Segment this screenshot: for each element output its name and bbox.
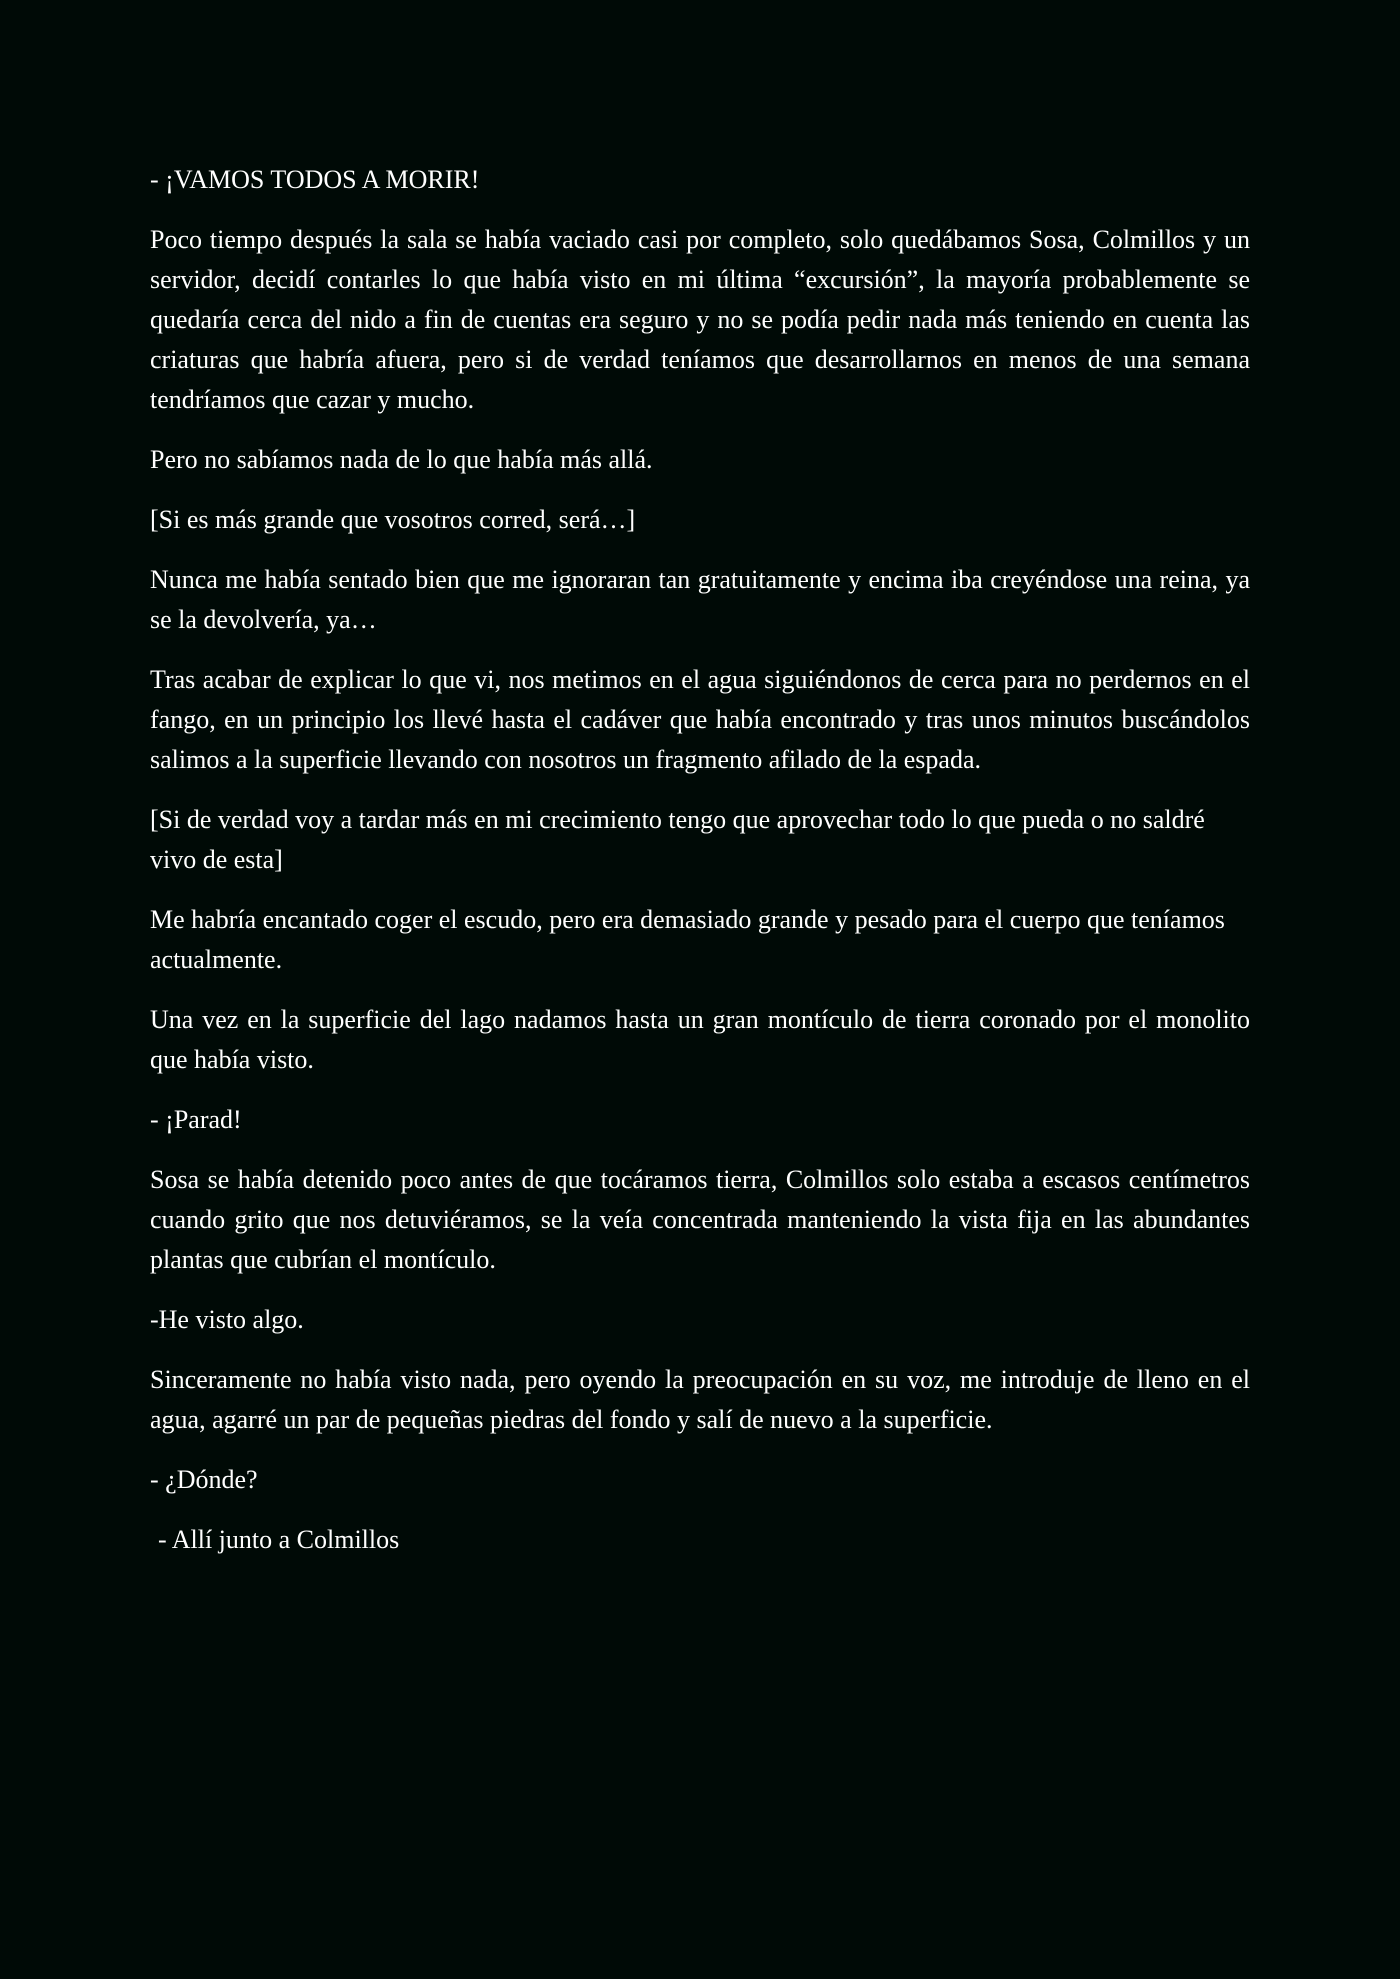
paragraph-dialogue-parad: - ¡Parad! — [150, 1105, 242, 1134]
paragraph-narration-sala: Poco tiempo después la sala se había vaciado casi por completo, solo quedábamos Sosa, Colmillos y un servidor, decidí contarles lo que había visto en mi última “excursión”, la mayoría probablemente se quedaría cerca del nido a fin de cuentas era seguro y no se podía pedir nada más teniendo en cuenta las criaturas que habría afuera, pero si de verdad teníamos que desarrollarnos en menos de una semana tendríamos que cazar y mucho. — [150, 225, 1250, 414]
paragraph-narration-piedras: Sinceramente no había visto nada, pero oyendo la preocupación en su voz, me introduje de lleno en el agua, agarré un par de pequeñas piedras del fondo y salí de nuevo a la superficie. — [150, 1365, 1250, 1434]
paragraph-narration-escudo: Me habría encantado coger el escudo, pero era demasiado grande y pesado para el cuerpo que teníamos actualmente. — [150, 905, 1225, 974]
paragraph-narration-agua: Tras acabar de explicar lo que vi, nos metimos en el agua siguiéndonos de cerca para no perdernos en el fango, en un principio los llevé hasta el cadáver que había encontrado y tras unos minutos buscándolos salimos a la superficie llevando con nosotros un fragmento afilado de la espada. — [150, 665, 1250, 774]
paragraph-narration-lago: Una vez en la superficie del lago nadamos hasta un gran montículo de tierra coronado por el monolito que había visto. — [150, 1005, 1250, 1074]
paragraph-system-message-corred: [Si es más grande que vosotros corred, será…] — [150, 505, 636, 534]
paragraph-thought-crecimiento: [Si de verdad voy a tardar más en mi crecimiento tengo que aprovechar todo lo que pueda o no saldré vivo de esta] — [150, 805, 1205, 874]
document-page — [150, 160, 1250, 1580]
paragraph-narration-sosa: Sosa se había detenido poco antes de que tocáramos tierra, Colmillos solo estaba a escasos centímetros cuando grito que nos detuviéramos, se la veía concentrada manteniendo la vista fija en las abundantes plantas que cubrían el montículo. — [150, 1165, 1250, 1274]
paragraph-dialogue-vamos-todos: - ¡VAMOS TODOS A MORIR! — [150, 165, 480, 194]
paragraph-dialogue-he-visto: -He visto algo. — [150, 1305, 304, 1334]
paragraph-narration-mas-alla: Pero no sabíamos nada de lo que había más allá. — [150, 445, 653, 474]
paragraph-dialogue-colmillos: - Allí junto a Colmillos — [158, 1525, 400, 1554]
paragraph-dialogue-donde: - ¿Dónde? — [150, 1465, 258, 1494]
paragraph-narration-reina: Nunca me había sentado bien que me ignoraran tan gratuitamente y encima iba creyéndose una reina, ya se la devolvería, ya… — [150, 565, 1250, 634]
